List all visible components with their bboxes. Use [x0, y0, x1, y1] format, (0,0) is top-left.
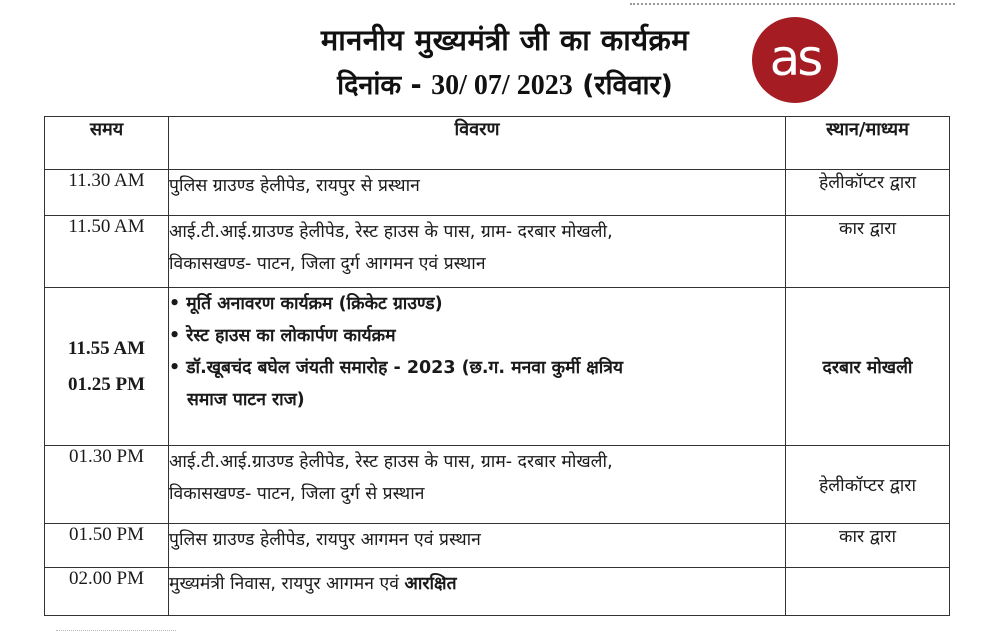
table-row	[45, 170, 950, 216]
time-cell: 11.50 AM	[45, 216, 169, 288]
time-cell: 02.00 PM	[45, 568, 169, 616]
place-cell: हेलीकॉप्टर द्वारा	[786, 446, 950, 524]
description-line: पुलिस ग्राउण्ड हेलीपेड, रायपुर से प्रस्थान	[169, 176, 420, 196]
time-cell: 01.50 PM	[45, 524, 169, 568]
date-label: दिनांक -	[337, 70, 422, 101]
day-name: (रविवार)	[582, 70, 673, 101]
column-header-description: विवरण	[169, 117, 786, 170]
top-dotted-rule	[630, 3, 955, 5]
table-row	[45, 524, 950, 568]
bullet-item: • मूर्ति अनावरण कार्यक्रम (क्रिकेट ग्राउण्ड)	[169, 288, 785, 320]
description-line: पुलिस ग्राउण्ड हेलीपेड, रायपुर आगमन एवं प्रस्थान	[169, 530, 481, 550]
date-value: 30/ 07/ 2023	[431, 70, 573, 101]
table-header-row	[45, 117, 950, 170]
time-range-cell	[45, 288, 169, 446]
place-cell: कार द्वारा	[786, 524, 950, 568]
description-cell	[169, 170, 786, 216]
description-cell	[169, 446, 786, 524]
table-row	[45, 216, 950, 288]
time-cell: 11.30 AM	[45, 170, 169, 216]
description-cell	[169, 524, 786, 568]
description-line: विकासखण्ड- पाटन, जिला दुर्ग आगमन एवं प्रस्थान	[169, 254, 486, 274]
description-cell	[169, 568, 786, 616]
description-line: आई.टी.आई.ग्राउण्ड हेलीपेड, रेस्ट हाउस के पास, ग्राम- दरबार मोखली,	[169, 452, 613, 472]
page-title: माननीय मुख्यमंत्री जी का कार्यक्रम	[320, 23, 690, 57]
column-header-place: स्थान/माध्यम	[786, 117, 950, 170]
description-line: विकासखण्ड- पाटन, जिला दुर्ग से प्रस्थान	[169, 484, 425, 504]
table-row	[45, 446, 950, 524]
time-start: 11.55 AM	[67, 337, 146, 359]
column-header-time: समय	[45, 117, 169, 170]
document-header	[240, 18, 770, 108]
place-cell: दरबार मोखली	[786, 288, 950, 446]
schedule-table	[44, 116, 950, 616]
time-end: 01.25 PM	[67, 373, 146, 395]
as-logo-icon	[752, 17, 838, 103]
table-row	[45, 568, 950, 616]
place-cell	[786, 568, 950, 616]
bullet-continuation: समाज पाटन राज)	[187, 390, 305, 410]
bullet-item: • रेस्ट हाउस का लोकार्पण कार्यक्रम	[169, 320, 785, 352]
bullet-item: • डॉ.खूबचंद बघेल जंयती समारोह - 2023 (छ.ग. मनवा कुर्मी क्षत्रिय	[169, 352, 785, 384]
date-line	[240, 64, 770, 108]
table-row	[45, 288, 950, 446]
description-cell	[169, 288, 786, 446]
description-cell	[169, 216, 786, 288]
description-text: मुख्यमंत्री निवास, रायपुर आगमन एवं	[169, 574, 405, 594]
reserved-label: आरक्षित	[404, 574, 457, 594]
logo-text: as	[769, 29, 821, 87]
place-cell: हेलीकॉप्टर द्वारा	[786, 170, 950, 216]
description-line: आई.टी.आई.ग्राउण्ड हेलीपेड, रेस्ट हाउस के पास, ग्राम- दरबार मोखली,	[169, 222, 613, 242]
place-cell: कार द्वारा	[786, 216, 950, 288]
time-cell: 01.30 PM	[45, 446, 169, 524]
